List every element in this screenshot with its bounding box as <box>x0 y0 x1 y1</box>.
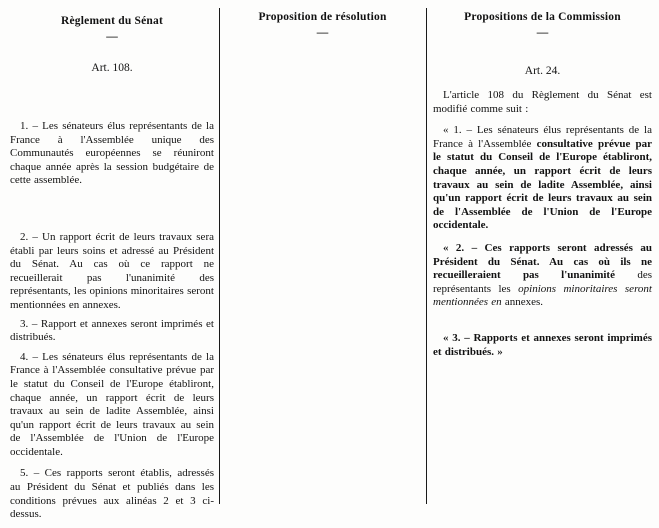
header-rule: — <box>106 31 118 43</box>
paragraph: 5. – Ces rapports seront établis, adressés au Président du Sénat et publiés dans les conditions prévues aux alinéas 2 et 3 ci-dessus. <box>10 467 214 521</box>
intro-paragraph: L'article 108 du Règlement du Sénat est modifié comme suit : <box>433 89 652 115</box>
column-divider <box>219 8 220 504</box>
paragraph: 3. – Rapport et annexes seront imprimés et distribués. <box>10 317 214 344</box>
column-header: Règlement du Sénat <box>61 15 163 27</box>
text-bold: « 2. – Ces rapports seront adressés au Président du Sénat. Au cas où ils ne recueilleraient pas l'unanimité <box>433 241 652 282</box>
paragraph: 4. – Les sénateurs élus représentants de la France à l'Assemblée consultative prévue par le statut du Conseil de l'Europe établiront, chaque année, un rapport écrit de leurs travaux au sein de ladite Assemblée, ainsi qu'un rapport écrit de leurs travaux au sein de l'Assemblée de l'Union de l'Europe occidentale. <box>10 350 214 458</box>
article-heading: Art. 108. <box>91 62 133 74</box>
amendment-paragraph <box>433 332 652 359</box>
column-header: Propositions de la Commission <box>464 11 621 23</box>
paragraph: 2. – Un rapport écrit de leurs travaux sera établi par leurs soins et adressé au Président du Sénat. Au cas où ce rapport ne recueillerait pas l'unanimité des représentants, les opinions minoritaires seront mentionnées en annexes. <box>10 230 214 311</box>
text-italic: opinions minoritaires seront mentionnées en <box>433 282 652 309</box>
column-reglement-senat <box>0 0 219 522</box>
paragraph: 1. – Les sénateurs élus représentants de la France à l'Assemblée unique des Communautés européennes se réuniront chaque année après la session budgétaire de cette assemblée. <box>10 120 214 187</box>
article-heading: Art. 24. <box>524 65 561 77</box>
text-regular: des représentants les <box>433 269 652 295</box>
text-bold: consultative prévue par le statut du Conseil de l'Europe établiront, chaque année, un rapport écrit de leurs travaux au sein de ladite Assemblée, ainsi qu'un rapport écrit de leurs travaux au sein de l'Assemblée de l'Union de l'Europe occidentale. <box>433 137 652 232</box>
header-rule: — <box>536 27 549 39</box>
text-regular: annexes. <box>504 296 544 309</box>
column-propositions-commission <box>427 0 657 359</box>
text-regular: « 1. – Les sénateurs élus représentants de la France à l'Assemblée <box>433 124 652 150</box>
column-header: Proposition de résolution <box>258 11 387 23</box>
amendment-paragraph <box>433 242 652 310</box>
amendment-paragraph <box>433 124 652 233</box>
column-proposition-resolution <box>220 0 425 40</box>
header-rule: — <box>316 27 329 39</box>
text-bold: « 3. – Rapports et annexes seront imprimés et distribués. » <box>433 331 652 358</box>
